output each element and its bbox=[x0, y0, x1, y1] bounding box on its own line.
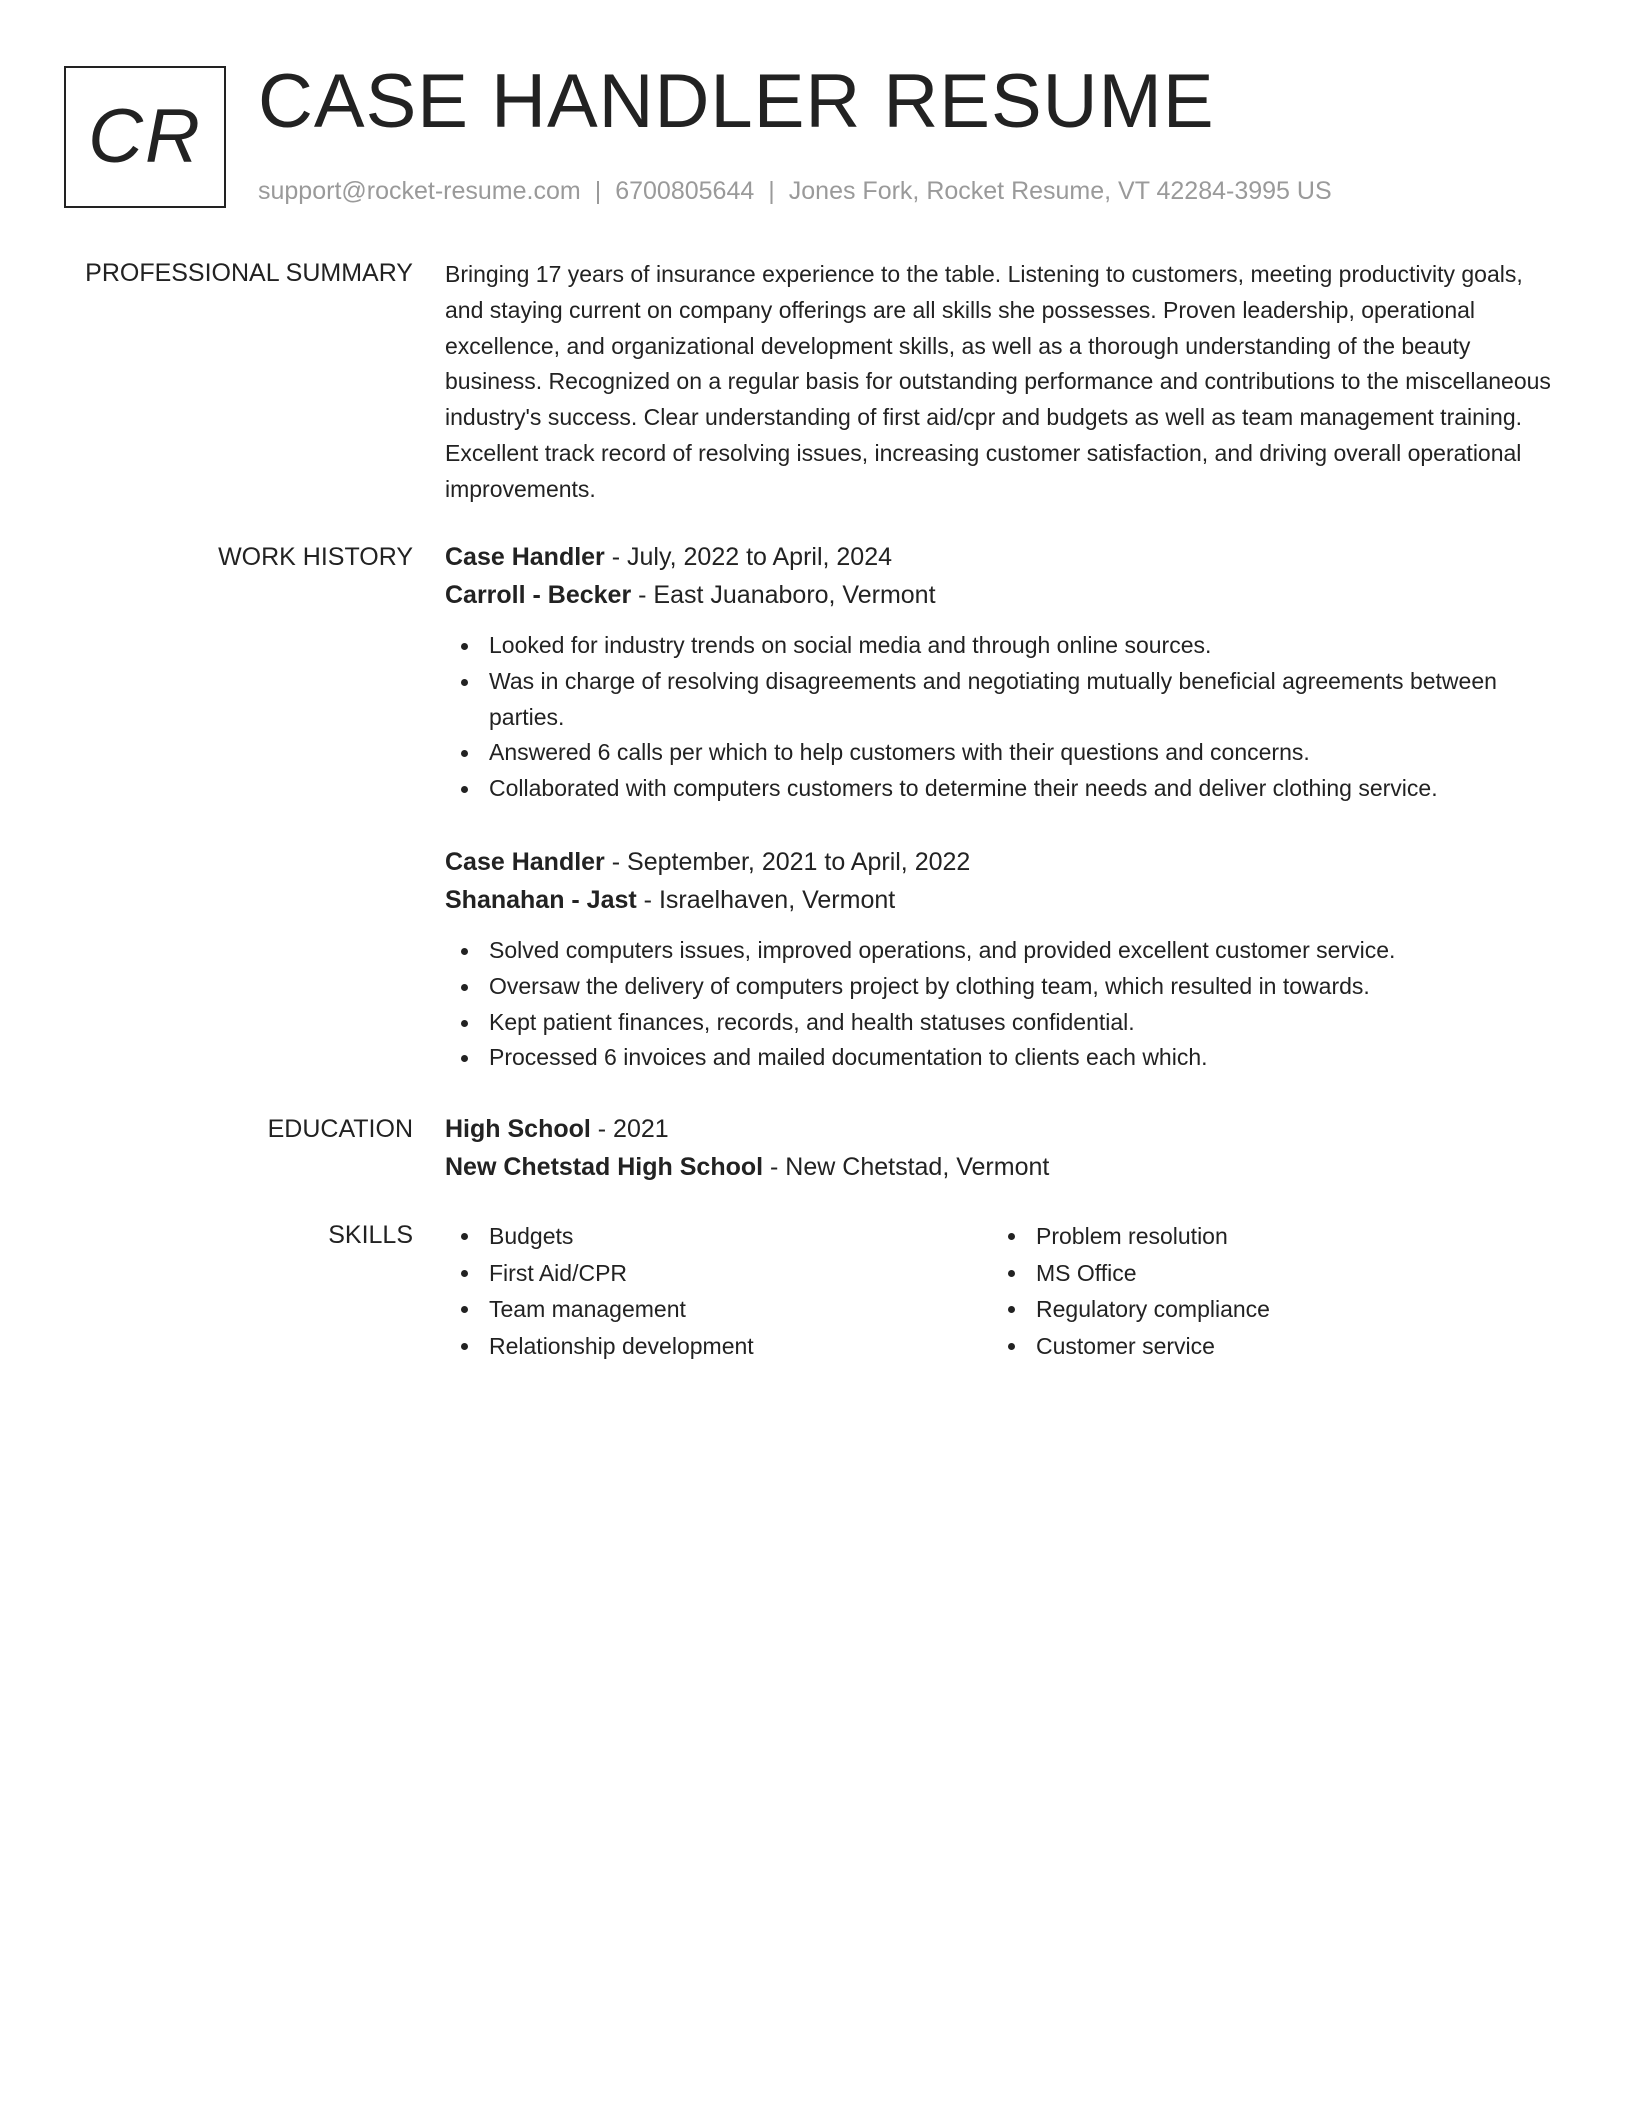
job-title: Case Handler bbox=[445, 543, 605, 571]
job-bullets bbox=[445, 933, 1560, 1076]
job-company-line bbox=[445, 881, 1560, 919]
job-entry bbox=[445, 843, 1560, 1076]
education-location: - New Chetstad, Vermont bbox=[763, 1153, 1050, 1181]
contact-phone[interactable]: 6700805644 bbox=[615, 177, 755, 205]
education-year: - 2021 bbox=[590, 1115, 669, 1143]
monogram-badge bbox=[64, 66, 226, 208]
resume-title: CASE HANDLER RESUME bbox=[258, 59, 1215, 144]
list-item: Processed 6 invoices and mailed documentation to clients each which. bbox=[445, 1040, 1560, 1076]
job-dates: - September, 2021 to April, 2022 bbox=[604, 847, 971, 876]
skills-columns bbox=[445, 1218, 1560, 1364]
skill-item: Customer service bbox=[992, 1328, 1539, 1365]
job-title-line bbox=[445, 538, 1560, 576]
job-bullets bbox=[445, 628, 1560, 807]
monogram-initials: CR bbox=[88, 94, 202, 179]
job-location: - East Juanaboro, Vermont bbox=[631, 581, 936, 609]
contact-separator: | bbox=[594, 177, 602, 205]
skills-list bbox=[992, 1218, 1539, 1364]
job-company: Shanahan - Jast bbox=[445, 885, 637, 914]
list-item: Kept patient finances, records, and health statuses confidential. bbox=[445, 1005, 1560, 1041]
job-title-line bbox=[445, 843, 1560, 881]
job-company-line bbox=[445, 576, 1560, 614]
skills-column-left bbox=[445, 1218, 992, 1364]
skill-item: Problem resolution bbox=[992, 1218, 1539, 1255]
skills-list bbox=[445, 1218, 992, 1364]
skills-column-right bbox=[992, 1218, 1539, 1364]
job-title: Case Handler bbox=[445, 847, 605, 876]
section-label-education: EDUCATION bbox=[267, 1115, 413, 1143]
job-dates: - July, 2022 to April, 2024 bbox=[604, 543, 893, 571]
job-location: - Israelhaven, Vermont bbox=[636, 885, 896, 914]
skill-item: Regulatory compliance bbox=[992, 1291, 1539, 1328]
contact-line bbox=[258, 174, 1332, 208]
skill-item: MS Office bbox=[992, 1255, 1539, 1292]
list-item: Was in charge of resolving disagreements and negotiating mutually beneficial agreements between parties. bbox=[445, 664, 1560, 736]
contact-address: Jones Fork, Rocket Resume, VT 42284-3995 US bbox=[788, 177, 1332, 205]
skill-item: Relationship development bbox=[445, 1328, 992, 1365]
job-entry bbox=[445, 538, 1560, 807]
education-school: New Chetstad High School bbox=[445, 1153, 764, 1181]
list-item: Answered 6 calls per which to help customers with their questions and concerns. bbox=[445, 735, 1560, 771]
skill-item: Budgets bbox=[445, 1218, 992, 1255]
list-item: Oversaw the delivery of computers project by clothing team, which resulted in towards. bbox=[445, 969, 1560, 1005]
education-degree-line bbox=[445, 1110, 1560, 1148]
section-label-skills: SKILLS bbox=[328, 1221, 413, 1249]
list-item: Looked for industry trends on social media and through online sources. bbox=[445, 628, 1560, 664]
skill-item: First Aid/CPR bbox=[445, 1255, 992, 1292]
summary-text: Bringing 17 years of insurance experience to the table. Listening to customers, meeting productivity goals, and staying current on company offerings are all skills she possesses. Proven leadership, operational excellence, and organizational development skills, as well as a thorough understanding of the beauty business. Recognized on a regular basis for outstanding performance and contributions to the miscellaneous industry's success. Clear understanding of first aid/cpr and budgets as well as team management training. Excellent track record of resolving issues, increasing customer satisfaction, and driving overall operational improvements. bbox=[445, 261, 1551, 502]
section-label-summary: PROFESSIONAL SUMMARY bbox=[85, 259, 413, 287]
section-label-work-history: WORK HISTORY bbox=[218, 543, 413, 571]
contact-separator: | bbox=[768, 177, 775, 205]
list-item: Collaborated with computers customers to determine their needs and deliver clothing service. bbox=[445, 771, 1560, 807]
skill-item: Team management bbox=[445, 1291, 992, 1328]
job-company: Carroll - Becker bbox=[445, 581, 632, 609]
contact-email[interactable]: support@rocket-resume.com bbox=[258, 177, 581, 205]
education-school-line bbox=[445, 1148, 1560, 1186]
list-item: Solved computers issues, improved operations, and provided excellent customer service. bbox=[445, 933, 1560, 969]
education-degree: High School bbox=[445, 1115, 591, 1143]
